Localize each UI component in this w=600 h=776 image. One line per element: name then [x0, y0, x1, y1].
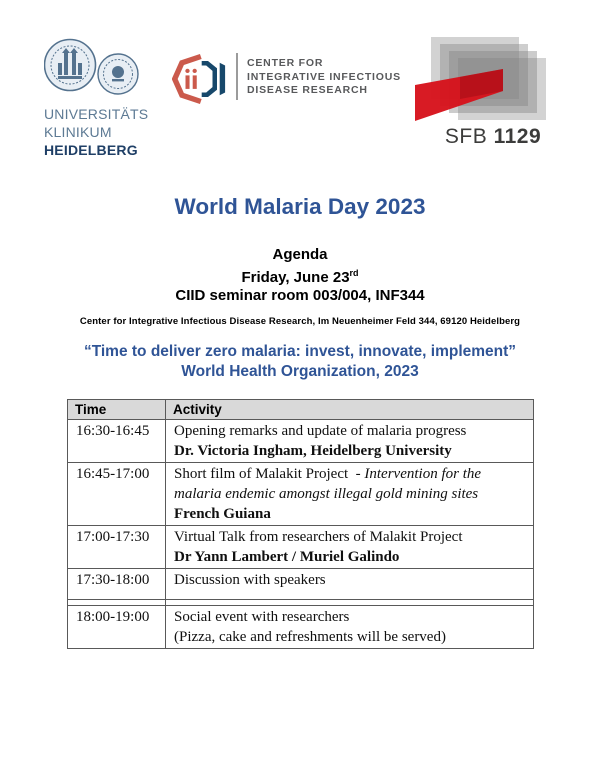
ciid-logo-icon — [172, 50, 226, 108]
activity-line: Opening remarks and update of malaria progress — [174, 423, 467, 439]
table-row — [68, 463, 534, 526]
activity-cell — [166, 569, 534, 600]
agenda-table-body — [68, 420, 534, 649]
ukhd-line-1: UNIVERSITÄTS — [44, 106, 149, 122]
date-ordinal-suffix: rd — [349, 268, 359, 278]
activity-line: (Pizza, cake and refreshments will be served) — [174, 629, 446, 645]
activity-cell — [166, 526, 534, 569]
ukhd-line-2: KLINIKUM — [44, 124, 112, 140]
ciid-logo-text — [247, 50, 401, 98]
activity-line: Social event with researchers — [174, 609, 350, 625]
time-column-header: Time — [68, 400, 166, 420]
who-quote — [0, 342, 600, 382]
table-row — [68, 420, 534, 463]
ciid-line-1: CENTER FOR — [247, 57, 324, 69]
time-cell: 16:45-17:00 — [68, 463, 166, 526]
agenda-table — [67, 399, 534, 649]
quote-line-2: World Health Organization, 2023 — [181, 363, 419, 380]
time-cell: 16:30-16:45 — [68, 420, 166, 463]
agenda-info — [0, 246, 600, 305]
ciid-logo — [172, 50, 401, 108]
activity-line: Short film of Malakit Project - Intervention for the malaria endemic amongst illegal gold mining sites — [174, 466, 482, 502]
table-header-row — [68, 400, 534, 420]
quote-line-1: “Time to deliver zero malaria: invest, innovate, implement” — [83, 343, 517, 360]
table-row — [68, 569, 534, 600]
agenda-heading: Agenda — [272, 246, 328, 263]
ciid-line-3: DISEASE RESEARCH — [247, 84, 368, 96]
page-title: World Malaria Day 2023 — [174, 194, 426, 219]
time-cell: 18:00-19:00 — [68, 606, 166, 649]
activity-line: Dr. Victoria Ingham, Heidelberg University — [174, 443, 452, 459]
table-row — [68, 526, 534, 569]
sfb-name: SFB — [444, 125, 488, 148]
sfb-number: 1129 — [493, 125, 542, 148]
activity-cell — [166, 420, 534, 463]
activity-line: French Guiana — [174, 506, 271, 522]
agenda-location: CIID seminar room 003/004, INF344 — [175, 287, 425, 304]
activity-column-header: Activity — [166, 400, 534, 420]
ciid-line-2: INTEGRATIVE INFECTIOUS — [247, 70, 401, 83]
ukhd-logo-text — [44, 105, 164, 159]
time-cell: 17:30-18:00 — [68, 569, 166, 600]
sfb-logo — [413, 33, 573, 149]
activity-line: Dr Yann Lambert / Muriel Galindo — [174, 549, 400, 565]
heidelberg-seal-icon — [44, 36, 144, 96]
activity-cell — [166, 606, 534, 649]
activity-line: Virtual Talk from researchers of Malakit Project — [174, 529, 463, 545]
ukhd-logo — [44, 36, 164, 159]
venue-address: Center for Integrative Infectious Disease Research, Im Neuenheimer Feld 344, 69120 Heidelberg — [79, 316, 521, 327]
ciid-logo-divider — [236, 53, 238, 100]
ukhd-line-3: HEIDELBERG — [44, 142, 138, 158]
activity-cell — [166, 463, 534, 526]
time-cell: 17:00-17:30 — [68, 526, 166, 569]
agenda-date: Friday, June 23rd — [241, 268, 359, 286]
activity-line: Discussion with speakers — [174, 572, 326, 588]
sfb-logo-icon — [413, 33, 573, 133]
table-row — [68, 606, 534, 649]
